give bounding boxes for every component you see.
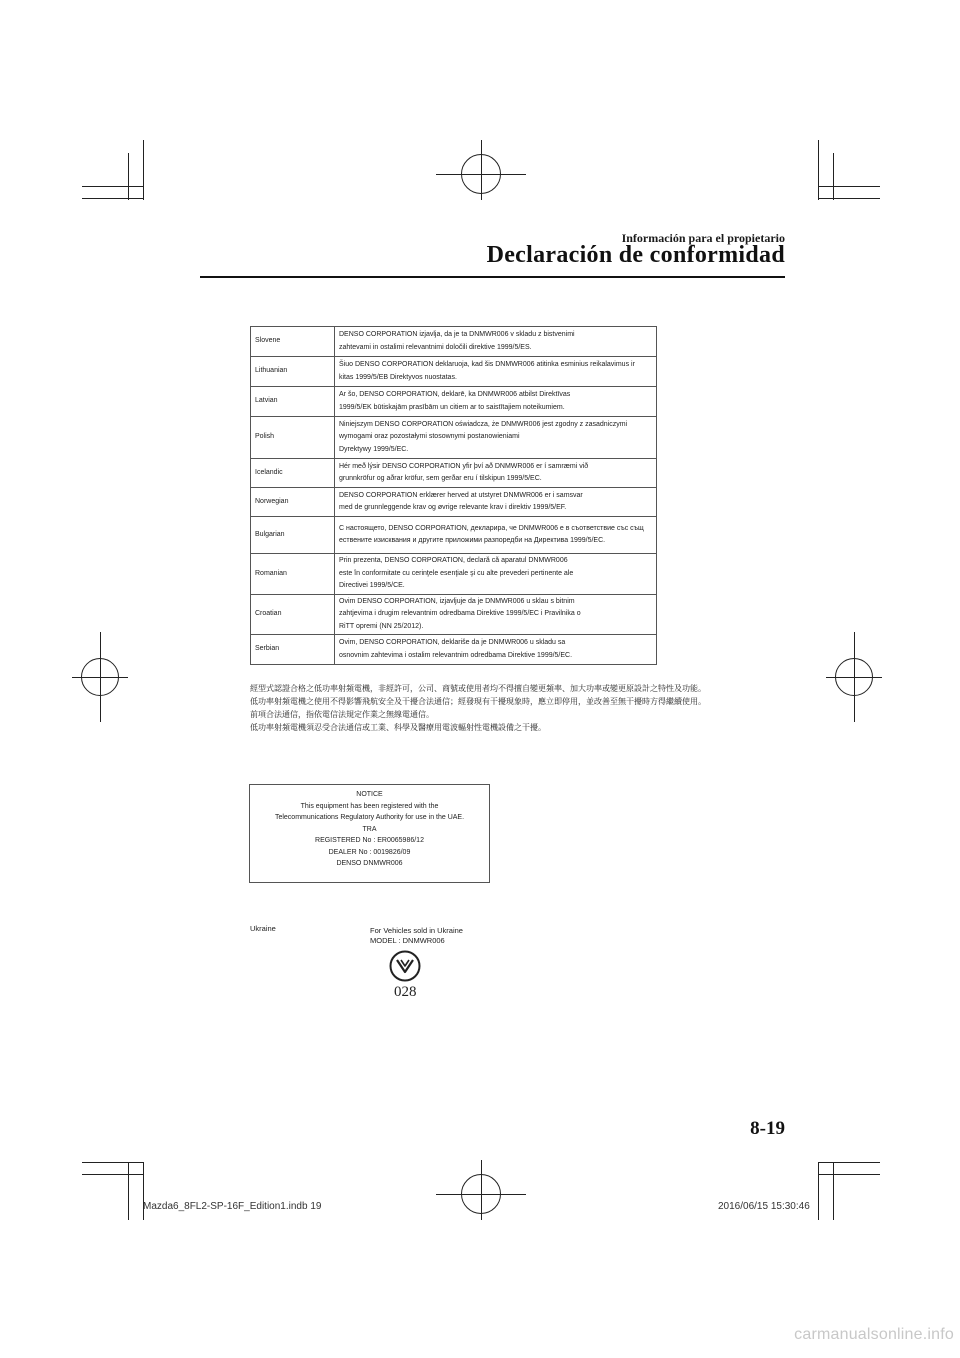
language-cell: Polish [251,417,335,459]
uae-notice-box [249,784,490,883]
ukraine-mark-code: 028 [394,984,417,1000]
table-row [251,327,657,357]
declaration-line: 1999/5/EK būtiskajām prasībām un citiem ar to saistītajiem noteikumiem. [339,403,565,411]
ukraine-line: For Vehicles sold in Ukraine [370,926,463,935]
declaration-cell [335,488,657,517]
declaration-cell [335,417,657,459]
language-cell: Serbian [251,635,335,665]
language-cell: Norwegian [251,488,335,517]
declaration-line: kitas 1999/5/EB Direktyvos nuostatas. [339,373,457,381]
notice-heading: NOTICE [356,791,383,798]
declaration-line: este în conformitate cu cerinţele esenţiale şi cu alte prevederi pertinente ale [339,569,574,577]
declaration-line: osnovnim zahtevima i ostalim relevantnim odredbama Direktive 1999/5/EC. [339,651,573,659]
declaration-line: ествените изисквания и другите приложими разпоредби на Директива 1999/5/EC. [339,537,606,544]
footer-file-name: Mazda6_8FL2-SP-16F_Edition1.indb 19 [143,1201,322,1212]
page-title: Declaración de conformidad [486,242,785,268]
footer-timestamp: 2016/06/15 15:30:46 [718,1201,810,1212]
declaration-cell [335,357,657,387]
ukraine-info [370,926,463,946]
declaration-line: Prin prezenta, DENSO CORPORATION, declară că aparatul DNMWR006 [339,557,568,564]
declaration-cell [335,459,657,488]
ukraine-line: MODEL : DNMWR006 [370,936,445,945]
language-cell: Romanian [251,554,335,595]
notice-line: 低功率射頻電機須忍受合法通信或工業、科學及醫療用電波輻射性電機設備之干擾。 [250,723,546,732]
declaration-line: DENSO CORPORATION izjavlja, da je ta DNMWR006 v skladu z bistvenimi [339,331,575,338]
ukraine-conformity-mark-icon [389,950,421,982]
notice-line: 經型式認證合格之低功率射頻電機，非經許可，公司、商號或使用者均不得擅自變更頻率、加大功率或變更原設計之特性及功能。 [250,684,706,693]
declaration-table [250,326,657,665]
notice-line: REGISTERED No : ER0065986/12 [315,837,424,844]
declaration-line: Dyrektywy 1999/5/EC. [339,445,409,453]
table-row [251,488,657,517]
notice-line: TRA [362,825,377,833]
table-row [251,635,657,665]
declaration-cell [335,635,657,665]
language-cell: Croatian [251,594,335,635]
notice-line: DEALER No : 0019826/09 [328,848,411,856]
table-row [251,357,657,387]
declaration-line: med de grunnleggende krav og øvrige relevante krav i direktiv 1999/5/EF. [339,504,567,511]
declaration-line: Ovim, DENSO CORPORATION, deklariše da je DNMWR006 u skladu sa [339,639,566,646]
title-rule [200,276,785,278]
section-label: Información para el propietario [621,231,785,245]
declaration-cell [335,327,657,357]
declaration-cell [335,517,657,554]
table-row [251,554,657,595]
taiwan-ncc-notice [250,682,750,734]
notice-line: DENSO DNMWR006 [336,860,403,867]
watermark: carmanualsonline.info [794,1326,954,1343]
language-cell: Bulgarian [251,517,335,554]
language-cell: Slovene [251,327,335,357]
declaration-line: grunnkröfur og aðrar kröfur, sem gerðar eru í tilskipun 1999/5/EC. [339,475,542,482]
declaration-line: С настоящето, DENSO CORPORATION, декларира, че DNMWR006 е в съответствие със същ [339,524,644,532]
declaration-cell [335,554,657,595]
language-cell: Icelandic [251,459,335,488]
notice-line: 低功率射頻電機之使用不得影響飛航安全及干擾合法通信；經發現有干擾現象時，應立即停用，並改善至無干擾時方得繼續使用。 [250,697,706,706]
table-row [251,517,657,554]
declaration-line: DENSO CORPORATION erklærer herved at utstyret DNMWR006 er i samsvar [339,491,583,499]
declaration-line: Šiuo DENSO CORPORATION deklaruoja, kad šis DNMWR006 atitinka esminius reikalavimus ir [339,361,635,368]
declaration-line: wymogami oraz pozostałymi stosownymi postanowieniami [339,433,520,441]
declaration-line: Directivei 1999/5/CE. [339,582,405,589]
table-row [251,417,657,459]
declaration-line: Ovim DENSO CORPORATION, izjavljuje da je DNMWR006 u sklau s bitnim [339,597,575,605]
declaration-line: zahtevami in ostalimi relevantnimi določili direktive 1999/5/ES. [339,343,532,351]
declaration-cell [335,387,657,417]
notice-line: This equipment has been registered with the [300,802,439,810]
declaration-line: Ar šo, DENSO CORPORATION, deklarē, ka DNMWR006 atbilst Direktīvas [339,391,571,398]
declaration-line: zahtjevima i drugim relevantnim odredbama Direktive 1999/5/EC i Pravilnika o [339,610,581,617]
language-cell: Latvian [251,387,335,417]
table-row [251,594,657,635]
declaration-cell [335,594,657,635]
notice-line: 前項合法通信，指依電信法規定作業之無線電通信。 [250,710,434,719]
declaration-line: Niniejszym DENSO CORPORATION oświadcza, że DNMWR006 jest zgodny z zasadniczymi [339,420,628,428]
ukraine-label: Ukraine [250,924,276,933]
table-row [251,459,657,488]
table-row [251,387,657,417]
declaration-line: RiTT opremi (NN 25/2012). [339,622,424,630]
language-cell: Lithuanian [251,357,335,387]
declaration-line: Hér með lýsir DENSO CORPORATION yfir því að DNMWR006 er í samræmi við [339,462,589,470]
notice-line: Telecommunications Regulatory Authority for use in the UAE. [274,814,465,821]
page-number: 8-19 [750,1118,785,1139]
